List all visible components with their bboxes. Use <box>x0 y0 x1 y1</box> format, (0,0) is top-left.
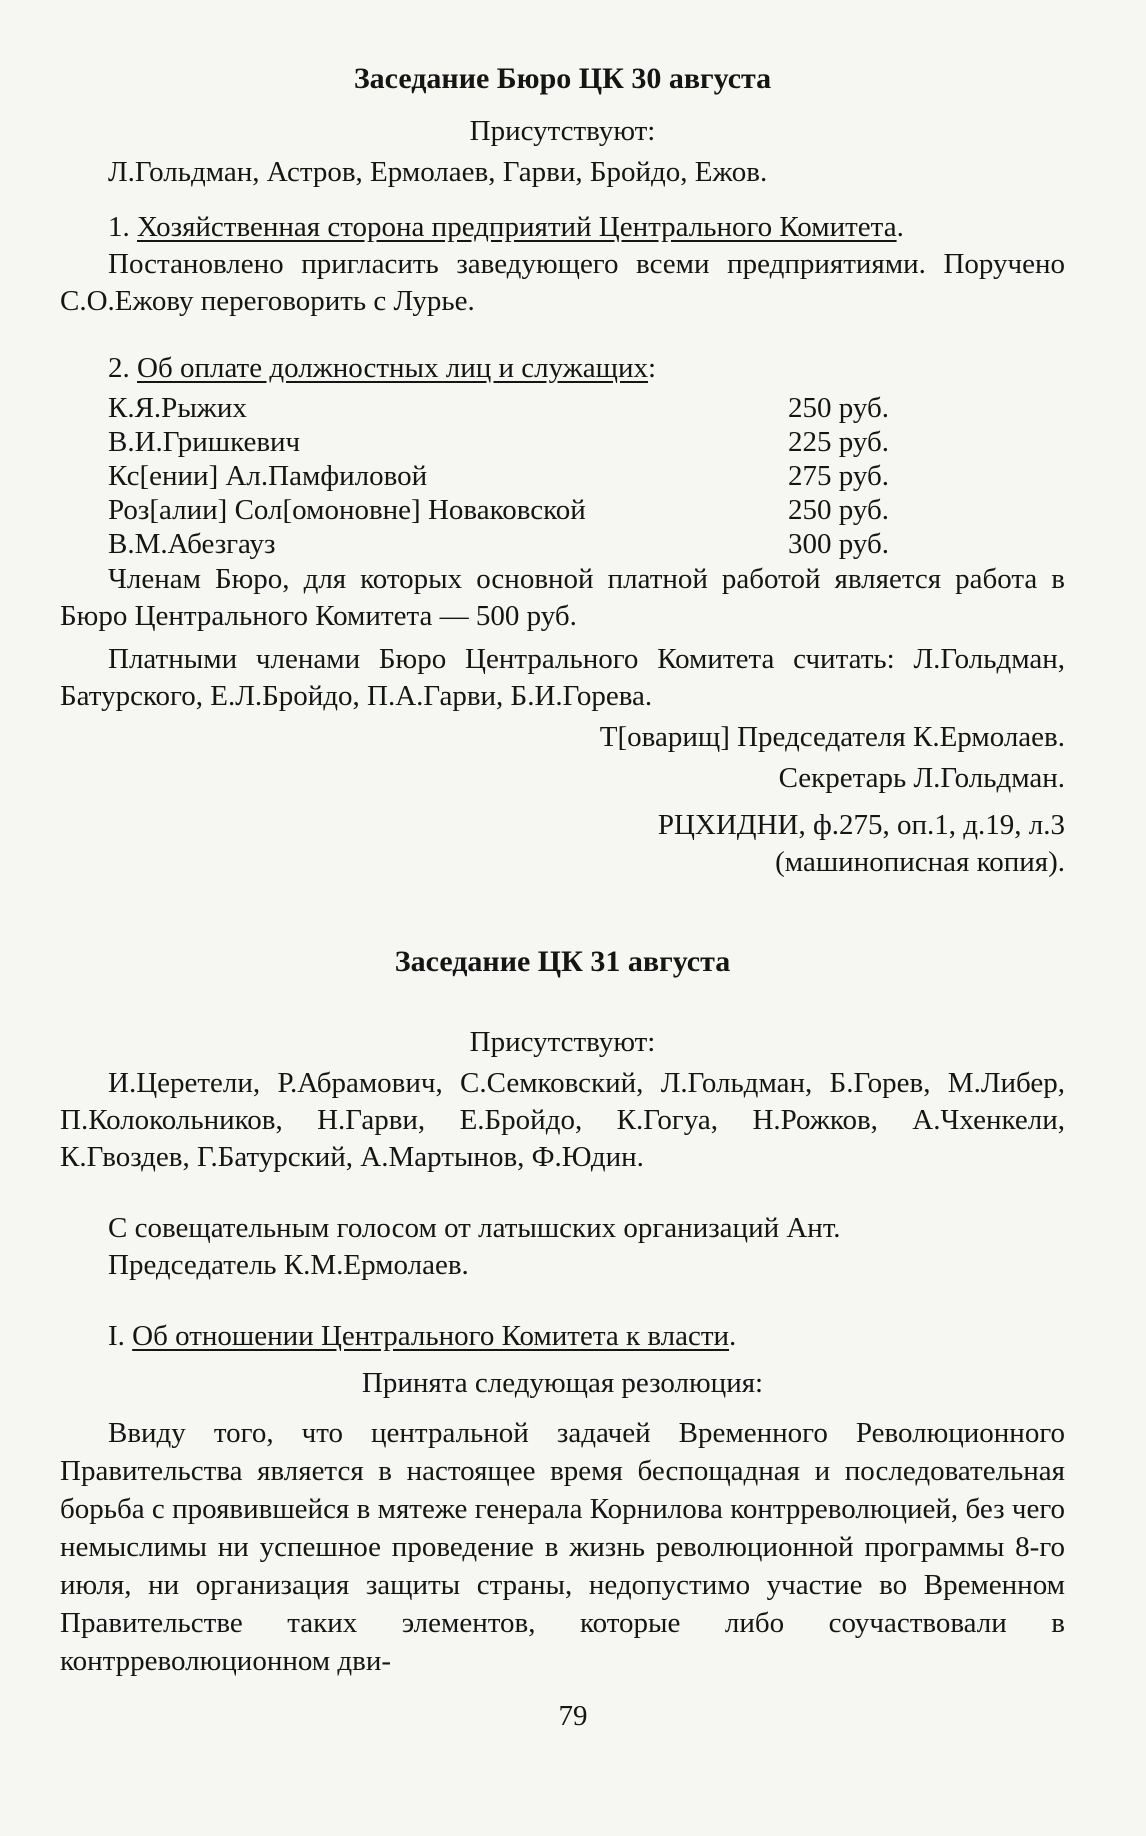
payment-name: К.Я.Рыжих <box>108 392 247 424</box>
payment-name: В.И.Гришкевич <box>108 426 301 458</box>
meeting1-archive-ref: РЦХИДНИ, ф.275, оп.1, д.19, л.3 <box>657 809 1065 841</box>
meeting1-members-pay: Членам Бюро, для которых основной платной работой является работа в Бюро Центрального Комитета — 500 руб. <box>60 563 1065 632</box>
payment-amount: 225 руб. <box>788 426 889 458</box>
meeting2-title: Заседание ЦК 31 августа <box>394 945 731 978</box>
meeting1-item1-text: Постановлено пригласить заведующего всеми предприятиями. Поручено С.О.Ежову переговорить с Лурье. <box>60 248 1065 317</box>
meeting1-item2-heading: 2. Об оплате должностных лиц и служащих: <box>108 352 657 384</box>
meeting1-attendees: Л.Гольдман, Астров, Ермолаев, Гарви, Бройдо, Ежов. <box>108 156 768 188</box>
payments-table <box>108 391 938 561</box>
meeting2-advisory: С совещательным голосом от латышских организаций Ант. <box>108 1212 841 1244</box>
payment-name: В.М.Абезгауз <box>108 528 276 560</box>
meeting1-secretary-signature: Секретарь Л.Гольдман. <box>778 762 1065 794</box>
meeting1-paid-members: Платными членами Бюро Центрального Комитета считать: Л.Гольдман, Батурского, Е.Л.Бройдо, П.А.Гарви, Б.И.Горева. <box>60 643 1065 712</box>
meeting2-resolution-label: Принята следующая резолюция: <box>361 1367 764 1399</box>
meeting1-item1-title: Хозяйственная сторона предприятий Центрального Комитета <box>137 211 897 243</box>
payment-amount: 275 руб. <box>788 460 889 492</box>
meeting1-copy-note: (машинописная копия). <box>775 846 1065 878</box>
meeting2-section-heading: I. Об отношении Центрального Комитета к власти. <box>108 1320 737 1352</box>
meeting1-item1-heading: 1. Хозяйственная сторона предприятий Центрального Комитета. <box>108 211 904 243</box>
payment-name: Кс[ении] Ал.Памфиловой <box>108 460 428 492</box>
meeting1-item2-title: Об оплате должностных лиц и служащих <box>137 352 649 384</box>
meeting1-item2-number: 2. <box>108 352 137 384</box>
payment-amount: 250 руб. <box>788 392 889 424</box>
meeting2-attendees: И.Церетели, Р.Абрамович, С.Семковский, Л.Гольдман, Б.Горев, М.Либер, П.Колокольников, Н.Гарви, Е.Бройдо, К.Гогуа, Н.Рожков, А.Чхенкели, К.Гвоздев, Г.Батурский, А.Мартынов, Ф.Юдин. <box>60 1067 1065 1173</box>
meeting2-resolution-text: Ввиду того, что центральной задачей Временного Революционного Правительства является в настоящее время беспощадная и последовательная борьба с проявившейся в мятеже генерала Корнилова контрреволюцией, без чего немыслимы ни успешное проведение в жизнь революционной программы 8-го июля, ни организация защиты страны, недопустимо участие во Временном Правительстве таких элементов, которые либо соучаствовали в контрреволюционном дви- <box>60 1417 1065 1677</box>
payment-amount: 300 руб. <box>788 528 889 560</box>
meeting1-chair-signature: Т[оварищ] Председателя К.Ермолаев. <box>599 721 1065 753</box>
meeting1-title: Заседание Бюро ЦК 30 августа <box>353 62 772 95</box>
payment-row <box>108 391 938 425</box>
payment-amount: 250 руб. <box>788 494 889 526</box>
document-page <box>60 60 1065 1680</box>
page-number: 79 <box>558 1700 588 1732</box>
meeting1-present-label: Присутствуют: <box>469 115 656 147</box>
payment-row <box>108 527 938 561</box>
payment-row <box>108 425 938 459</box>
meeting2-chairman: Председатель К.М.Ермолаев. <box>108 1249 469 1281</box>
meeting2-section-title: Об отношении Центрального Комитета к власти <box>132 1320 730 1352</box>
meeting1-item1-number: 1. <box>108 211 137 243</box>
payment-row <box>108 493 938 527</box>
payment-row <box>108 459 938 493</box>
meeting2-section-number: I. <box>108 1320 133 1352</box>
payment-name: Роз[алии] Сол[омоновне] Новаковской <box>108 494 586 526</box>
meeting2-present-label: Присутствуют: <box>469 1026 656 1058</box>
